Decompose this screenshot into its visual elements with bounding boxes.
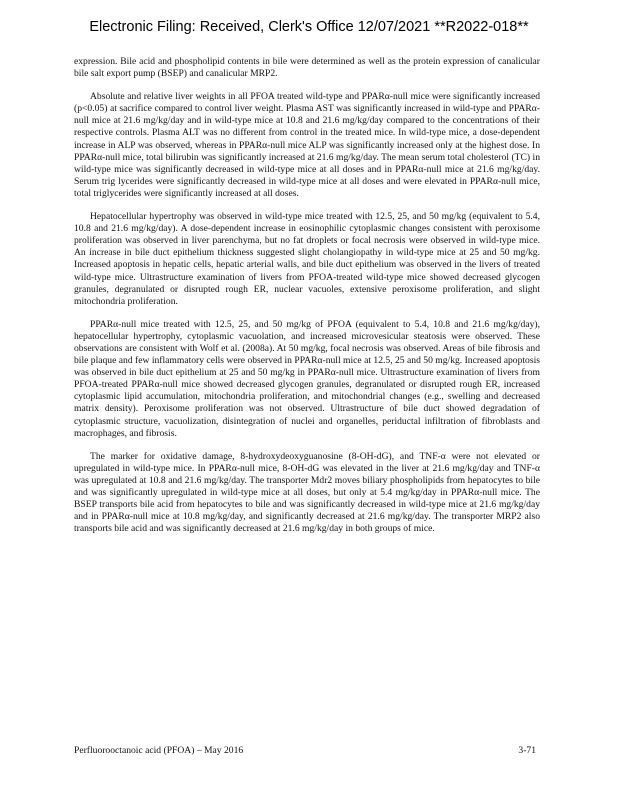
- electronic-filing-stamp: Electronic Filing: Received, Clerk's Office 12/07/2021 **R2022-018**: [89, 19, 529, 35]
- footer-document-title: Perfluorooctanoic acid (PFOA) – May 2016: [74, 745, 244, 756]
- page-footer: [74, 745, 536, 756]
- paragraph-methods-continued: expression. Bile acid and phospholipid contents in bile were determined as well as the protein expression of canalicular bile salt export pump (BSEP) and canalicular MRP2.: [74, 56, 540, 80]
- paragraph-oxidative-damage: The marker for oxidative damage, 8-hydroxydeoxyguanosine (8-OH-dG), and TNF-α were not elevated or upregulated in wild-type mice. In PPARα-null mice, 8-OH-dG was elevated in the liver at 21.6 mg/kg/day and TNF-α was upregulated at 10.8 and 21.6 mg/kg/day. The transporter Mdr2 moves biliary phospholipids from hepatocytes to bile and was significantly upregulated in wild-type mice at all doses, but only at 5.4 mg/kg/day in PPARα-null mice. The BSEP transports bile acid from hepatocytes to bile and was significantly decreased in wild-type mice at 21.6 mg/kg/day and in PPARα-null mice at 10.8 mg/kg/day, and significantly decreased at 21.6 mg/kg/day. The transporter MRP2 also transports bile acid and was significantly decreased at 21.6 mg/kg/day in both groups of mice.: [74, 450, 540, 535]
- paragraph-hepatocellular-hypertrophy: Hepatocellular hypertrophy was observed in wild-type mice treated with 12.5, 25, and 50 mg/kg (equivalent to 5.4, 10.8 and 21.6 mg/kg/day). A dose-dependent increase in eosinophilic cytoplasmic changes consistent with peroxisome proliferation was observed in liver parenchyma, but no fat droplets or focal necrosis were observed in wild-type mice. An increase in bile duct epithelium thickness suggested slight cholangiopathy in wild-type mice at 25 and 50 mg/kg. Increased apoptosis in hepatic cells, hepatic arterial walls, and bile duct epithelium was observed in the livers of treated wild-type mice. Ultrastructure examination of livers from PFOA-treated wild-type mice showed decreased glycogen granules, degranulated or disrupted rough ER, nuclear vacuoles, extensive peroxisome proliferation, and slight mitochondria proliferation.: [74, 211, 540, 307]
- paragraph-liver-weights: Absolute and relative liver weights in all PFOA treated wild-type and PPARα-null mice were significantly increased (p<0.05) at sacrifice compared to control liver weight. Plasma AST was significantly increased in wild-type and PPARα-null mice at 21.6 mg/kg/day and in wild-type mice at 10.8 and 21.6 mg/kg/day compared to the concentrations of their respective controls. Plasma ALT was no different from control in the treated mice. In wild-type mice, a dose-dependent increase in ALP was observed, whereas in PPARα-null mice ALP was significantly increased only at the highest dose. In PPARα-null mice, total bilirubin was significantly increased at 21.6 mg/kg/day. The mean serum total cholesterol (TC) in wild-type mice was significantly decreased in wild-type mice at all doses and in PPARα-null mice at 21.6 mg/kg/day. Serum trig lycerides were significantly decreased in wild-type mice at all doses and were elevated in PPARα-null mice, total triglycerides were significantly increased at all doses.: [74, 91, 540, 199]
- page-body: [74, 56, 540, 546]
- page-number: 3-71: [518, 745, 536, 756]
- paragraph-ppara-null-findings: PPARα-null mice treated with 12.5, 25, and 50 mg/kg of PFOA (equivalent to 5.4, 10.8 and 21.6 mg/kg/day), hepatocellular hypertrophy, cytoplasmic vacuolation, and increased microvesicular steatosis were observed. These observations are consistent with Wolf et al. (2008a). At 50 mg/kg, focal necrosis was observed. Areas of bile fibrosis and bile plaque and few inflammatory cells were observed in PPARα-null mice at 12.5, 25 and 50 mg/kg. Increased apoptosis was observed in bile duct epithelium at 25 and 50 mg/kg in PPARα-null mice. Ultrastructure examination of livers from PFOA-treated PPARα-null mice showed decreased glycogen granules, degranulated or disrupted rough ER, increased cytoplasmic lipid accumulation, mitochondria proliferation, and mitochondrial changes (e.g., swelling and decreased matrix density). Peroxisome proliferation was not observed. Ultrastructure of bile duct showed degradation of cytoplasmic structure, vacuolization, disintegration of nuclei and organelles, periductal infiltration of fibroblasts and macrophages, and fibrosis.: [74, 318, 540, 439]
